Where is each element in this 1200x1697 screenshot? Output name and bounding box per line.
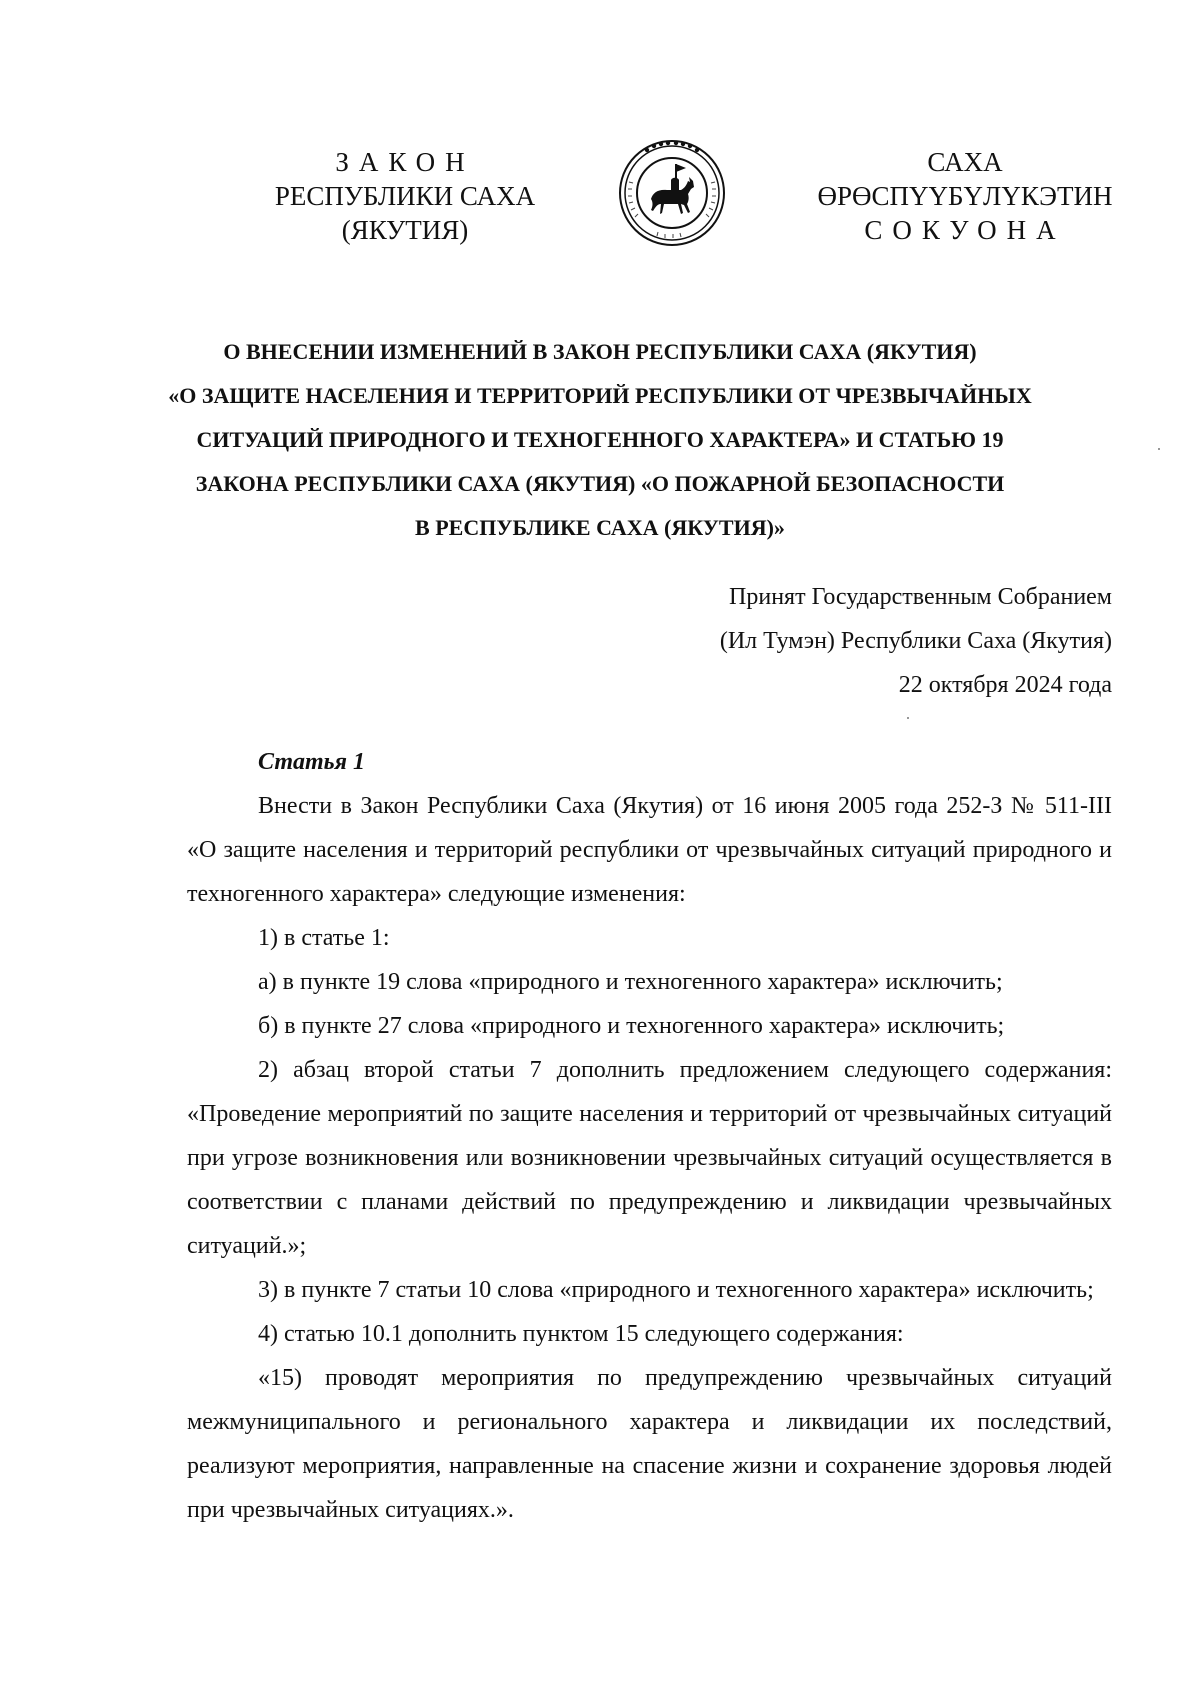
law-title xyxy=(160,330,1040,550)
coat-of-arms-emblem-icon xyxy=(617,137,727,249)
article-paragraph: б) в пункте 27 слова «природного и техногенного характера» исключить; xyxy=(258,1013,1005,1039)
article-paragraph: 2) абзац второй статьи 7 дополнить предложением следующего содержания: «Проведение мероприятий по защите населения и территорий от чрезвычайных ситуаций при угрозе возникновения или возникновении чрезвычайных ситуаций осуществляется в соответствии с планами действий по предупреждению и ликвидации чрезвычайных ситуаций.»; xyxy=(187,1057,1112,1259)
article-paragraph: 3) в пункте 7 статьи 10 слова «природного и техногенного характера» исключить; xyxy=(258,1277,1094,1303)
article-1 xyxy=(187,740,1112,1532)
adoption-line: Принят Государственным Собранием xyxy=(729,584,1112,610)
article-paragraph: 1) в статье 1: xyxy=(258,925,390,951)
scan-speck xyxy=(1158,448,1160,450)
header-left-subtitle: РЕСПУБЛИКИ САХА (ЯКУТИЯ) xyxy=(274,181,536,245)
header-right-subtitle: СОКУОНА xyxy=(864,215,1066,245)
law-title-line: «О ЗАЩИТЕ НАСЕЛЕНИЯ И ТЕРРИТОРИЙ РЕСПУБЛИКИ ОТ ЧРЕЗВЫЧАЙНЫХ xyxy=(168,383,1032,408)
article-paragraph: Внести в Закон Республики Саха (Якутия) от 16 июня 2005 года 252-З № 511-III «О защите населения и территорий республики от чрезвычайных ситуаций природного и техногенного характера» следующие изменения: xyxy=(187,793,1112,907)
article-paragraph: «15) проводят мероприятия по предупреждению чрезвычайных ситуаций межмуниципального и регионального характера и ликвидации их последствий, реализуют мероприятия, направленные на спасение жизни и сохранение здоровья людей при чрезвычайных ситуациях.». xyxy=(187,1365,1112,1523)
article-paragraph: а) в пункте 19 слова «природного и техногенного характера» исключить; xyxy=(258,969,1003,995)
adoption-block xyxy=(592,575,1112,707)
header-left-title: ЗАКОН xyxy=(335,147,475,177)
article-heading: Статья 1 xyxy=(258,749,366,775)
header-left xyxy=(210,145,600,247)
law-title-line: В РЕСПУБЛИКЕ САХА (ЯКУТИЯ)» xyxy=(415,515,785,540)
article-paragraph: 4) статью 10.1 дополнить пунктом 15 следующего содержания: xyxy=(258,1321,904,1347)
adoption-date: 22 октября 2024 года xyxy=(898,672,1112,698)
header-right-title: САХА ӨРӨСПҮҮБҮЛҮКЭТИН xyxy=(817,147,1113,211)
adoption-line: (Ил Тумэн) Республики Саха (Якутия) xyxy=(719,628,1112,654)
law-title-line: СИТУАЦИЙ ПРИРОДНОГО И ТЕХНОГЕННОГО ХАРАКТЕРА» И СТАТЬЮ 19 xyxy=(196,427,1004,452)
law-title-line: О ВНЕСЕНИИ ИЗМЕНЕНИЙ В ЗАКОН РЕСПУБЛИКИ САХА (ЯКУТИЯ) xyxy=(223,339,977,364)
law-title-line: ЗАКОНА РЕСПУБЛИКИ САХА (ЯКУТИЯ) «О ПОЖАРНОЙ БЕЗОПАСНОСТИ xyxy=(195,471,1005,496)
scan-speck xyxy=(907,717,909,719)
header-right xyxy=(780,145,1150,247)
